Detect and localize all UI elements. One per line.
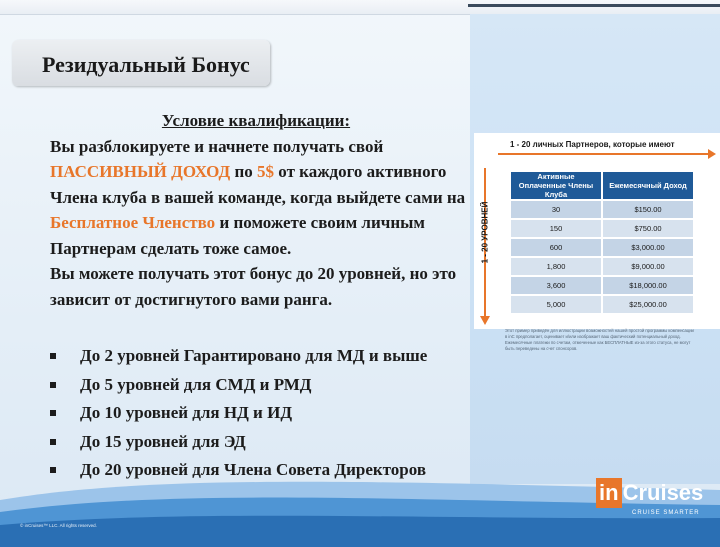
wave-front — [0, 516, 720, 547]
logo-cruises: Cruises — [622, 480, 704, 505]
table-row: 150 $750.00 — [511, 220, 693, 237]
logo-tagline: CRUISE SMARTER — [632, 510, 700, 516]
table-row: 30 $150.00 — [511, 201, 693, 218]
copyright-text: © inCruises™ LLC. All rights reserved. — [20, 523, 97, 528]
list-item: До 10 уровней для НД и ИД — [80, 399, 427, 428]
table-row: 600 $3,000.00 — [511, 239, 693, 256]
logo-in: in — [596, 478, 622, 508]
paragraph-part: по — [230, 162, 258, 181]
arrow-down-icon — [480, 316, 490, 325]
list-item: До 5 уровней для СМД и РМД — [80, 371, 427, 400]
arrow-right-line — [498, 153, 710, 155]
paragraph-part: Вы разблокируете и начнете получать свой — [50, 136, 384, 156]
passive-income-highlight: ПАССИВНЫЙ ДОХОД — [50, 162, 231, 181]
body-text — [50, 108, 470, 312]
bullet-icon — [50, 410, 56, 416]
table-row: 1,800 $9,000.00 — [511, 258, 693, 275]
table-footnote: Этот пример приведён для иллюстрации возможностей нашей простой программы компенсации в inC предполагает, оценивает и/или изображает ваш фактический потенциальный доход. Ежемесячные платежи по счетам, отмеченные как БЕСПЛАТНЫЕ из-за этого статуса, не могут быть переведены на счет спонсоров. — [505, 328, 694, 351]
bullet-icon — [50, 382, 56, 388]
paragraph-part: и поможете своим личным Партнерам сделать тоже самое. — [50, 213, 425, 258]
column-header: Активные Оплаченные Члены Клуба — [511, 172, 601, 199]
top-accent-line — [468, 4, 720, 7]
bullet-icon — [50, 353, 56, 359]
list-item: До 15 уровней для ЭД — [80, 428, 427, 457]
slide-title: Резидуальный Бонус — [42, 52, 250, 77]
incruises-logo — [596, 478, 704, 516]
levels-label: 1 - 20 УРОВНЕЙ — [480, 201, 490, 264]
qualification-heading: Условие квалификации: — [161, 111, 351, 130]
partners-label: 1 - 20 личных Партнеров, которые имеют — [510, 140, 675, 149]
income-table — [509, 170, 695, 315]
list-item: До 20 уровней для Члена Совета Директоров — [80, 456, 427, 485]
table-row: 5,000 $25,000.00 — [511, 296, 693, 313]
arrow-right-icon — [708, 149, 716, 159]
top-rule — [0, 0, 720, 15]
table-row: 3,600 $18,000.00 — [511, 277, 693, 294]
paragraph-part: от каждого активного Члена клуба в вашей команде, когда выйдете сами на — [50, 162, 466, 207]
list-item: До 2 уровней Гарантировано для МД и выше — [80, 342, 427, 371]
free-membership-highlight: Бесплатное Членство — [50, 213, 216, 232]
rank-bullet-list — [80, 342, 427, 485]
bullet-icon — [50, 439, 56, 445]
amount-highlight: 5$ — [257, 162, 275, 181]
paragraph-levels: Вы можете получать этот бонус до 20 уровней, но это зависит от достигнутого вами ранга. — [50, 264, 457, 309]
column-header: Ежемесячный Доход — [603, 172, 693, 199]
